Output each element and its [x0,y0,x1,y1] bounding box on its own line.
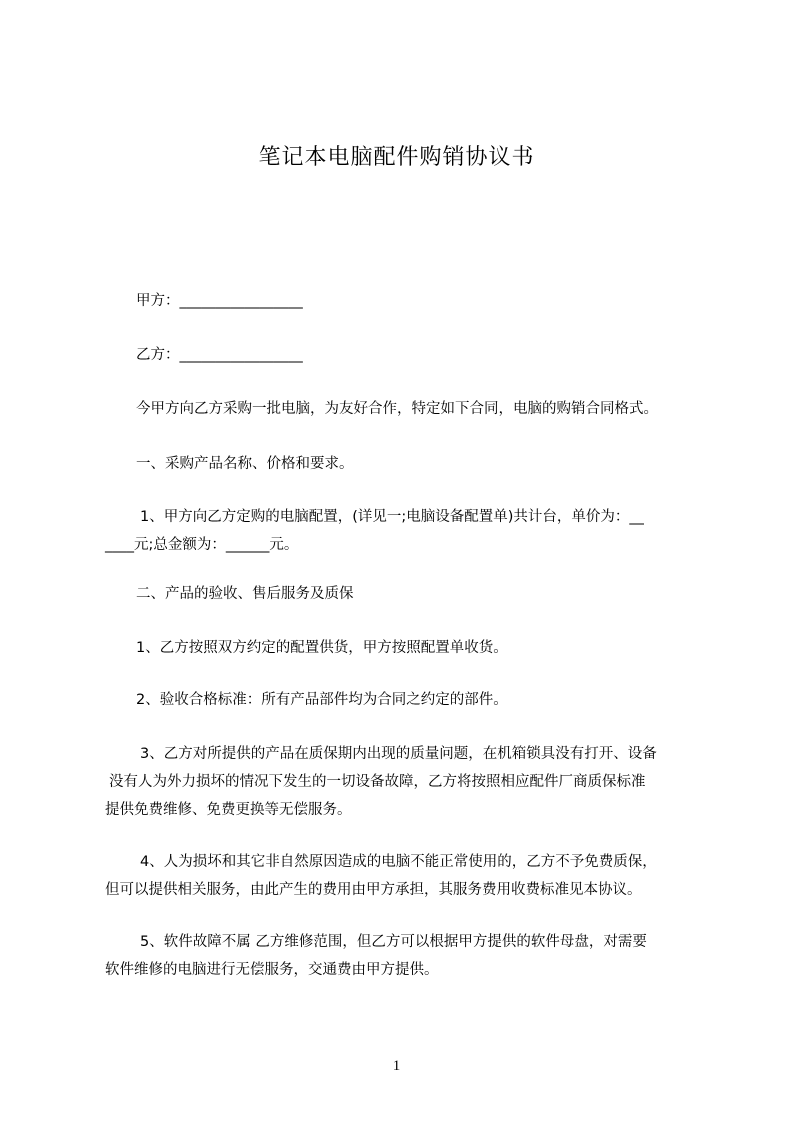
section-1-item-1-line-1: 1、甲方向乙方定购的电脑配置，(详见一;电脑设备配置单)共计台，单价为：__ [140,509,644,525]
section-2-heading: 二、产品的验收、售后服务及质保 [136,586,354,602]
section-2-item-5-line-1: 5、软件故障不属 乙方维修范围，但乙方可以根据甲方提供的软件母盘，对需要 [140,934,647,950]
section-1-item-1-line-2: ____元;总金额为：______元。 [105,537,299,553]
section-2-item-3-line-3: 提供免费维修、免费更换等无偿服务。 [105,802,352,818]
section-1-heading: 一、采购产品名称、价格和要求。 [136,456,354,472]
party-a-line: 甲方：_________________ [136,293,303,309]
section-2-item-3-line-1: 3、乙方对所提供的产品在质保期内出现的质量问题，在机箱锁具没有打开、设备 [140,746,657,762]
section-2-item-1: 1、乙方按照双方约定的配置供货，甲方按照配置单收货。 [136,640,508,656]
section-2-item-4-line-1: 4、人为损坏和其它非自然原因造成的电脑不能正常使用的，乙方不予免费质保， [140,854,657,870]
section-2-item-3-line-2: 没有人为外力损坏的情况下发生的一切设备故障，乙方将按照相应配件厂商质保标准 [109,774,646,790]
intro-paragraph: 今甲方向乙方采购一批电脑，为友好合作，特定如下合同，电脑的购销合同格式。 [136,401,658,417]
section-2-item-2: 2、验收合格标准：所有产品部件均为合同之约定的部件。 [136,692,508,708]
document-title: 笔记本电脑配件购销协议书 [258,145,535,170]
page-number: 1 [392,1058,401,1074]
section-2-item-5-line-2: 软件维修的电脑进行无偿服务，交通费由甲方提供。 [105,962,439,978]
party-b-line: 乙方：_________________ [136,347,303,363]
section-2-item-4-line-2: 但可以提供相关服务，由此产生的费用由甲方承担，其服务费用收费标准见本协议。 [105,882,642,898]
